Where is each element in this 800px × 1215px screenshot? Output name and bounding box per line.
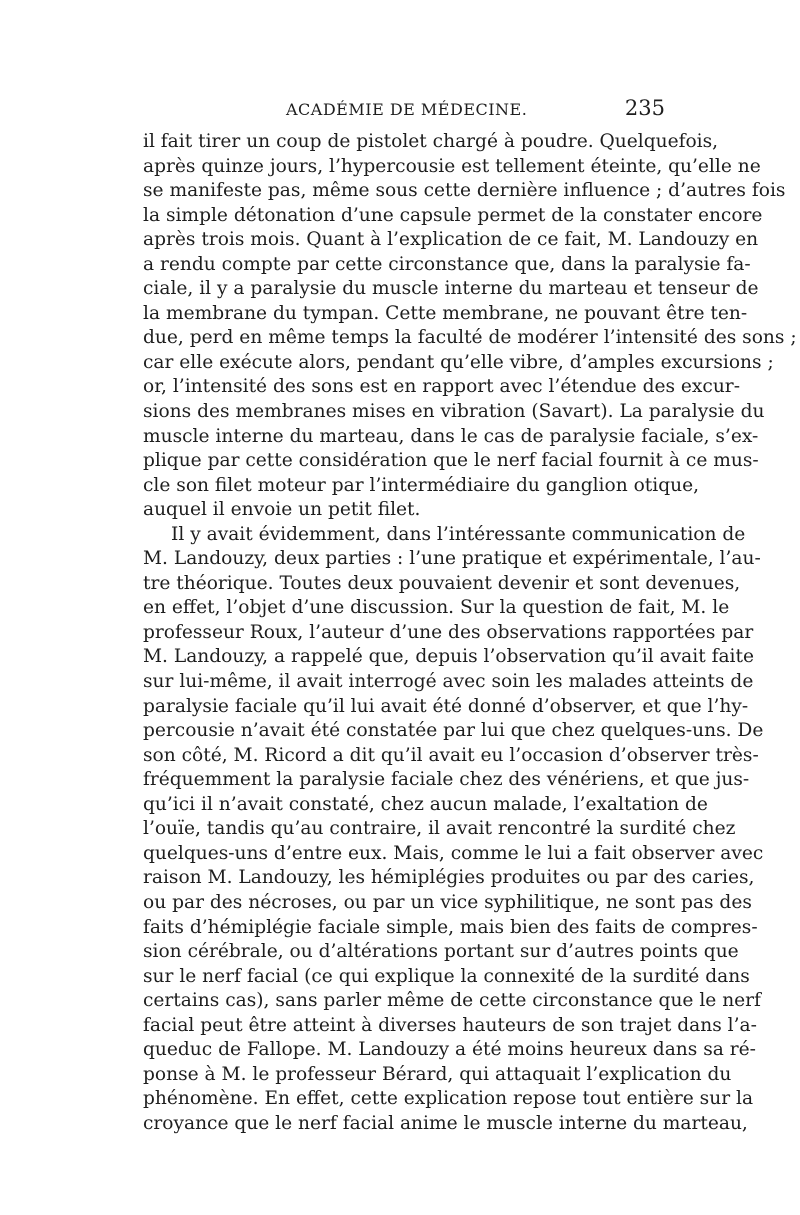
text-line: certains cas), sans parler même de cette circonstance que le nerf <box>143 990 761 1012</box>
text-line: sur lui-même, il avait interrogé avec soin les malades atteints de <box>143 671 754 693</box>
text-line: tre théorique. Toutes deux pouvaient devenir et sont devenues, <box>143 572 741 594</box>
text-line: faits d’hémiplégie faciale simple, mais bien des faits de compres- <box>143 916 758 938</box>
text-line: car elle exécute alors, pendant qu’elle vibre, d’amples excursions ; <box>143 351 774 373</box>
text-line: facial peut être atteint à diverses hauteurs de son trajet dans l’a- <box>143 1014 757 1036</box>
text-line: ou par des nécroses, ou par un vice syphilitique, ne sont pas des <box>143 891 752 913</box>
text-line: plique par cette considération que le nerf facial fournit à ce mus- <box>143 450 759 472</box>
text-line: raison M. Landouzy, les hémiplégies produites ou par des caries, <box>143 867 755 889</box>
text-line: cle son filet moteur par l’intermédiaire du ganglion otique, <box>143 474 699 496</box>
text-line: ciale, il y a paralysie du muscle interne du marteau et tenseur de <box>143 278 759 300</box>
page-number: 235 <box>624 96 665 120</box>
text-line: qu’ici il n’avait constaté, chez aucun malade, l’exaltation de <box>143 793 708 815</box>
book-page <box>143 96 797 1136</box>
running-head <box>143 96 665 130</box>
text-line: ponse à M. le professeur Bérard, qui attaquait l’explication du <box>143 1063 732 1085</box>
text-line: après quinze jours, l’hypercousie est tellement éteinte, qu’elle ne <box>143 155 761 177</box>
text-line: or, l’intensité des sons est en rapport avec l’étendue des excur- <box>143 376 740 398</box>
text-line: croyance que le nerf facial anime le muscle interne du marteau, <box>143 1112 748 1134</box>
text-line: sion cérébrale, ou d’altérations portant sur d’autres points que <box>143 941 739 963</box>
text-line: se manifeste pas, même sous cette dernière influence ; d’autres fois <box>143 180 786 202</box>
text-line: fréquemment la paralysie faciale chez des vénériens, et que jus- <box>143 769 750 791</box>
text-line: Il y avait évidemment, dans l’intéressante communication de <box>171 523 746 545</box>
text-line: quelques-uns d’entre eux. Mais, comme le lui a fait observer avec <box>143 842 764 864</box>
text-line: auquel il envoie un petit filet. <box>143 499 421 521</box>
text-line: paralysie faciale qu’il lui avait été donné d’observer, et que l’hy- <box>143 695 749 717</box>
text-line: son côté, M. Ricord a dit qu’il avait eu l’occasion d’observer très- <box>143 744 759 766</box>
text-line: queduc de Fallope. M. Landouzy a été moins heureux dans sa ré- <box>143 1039 756 1061</box>
text-line: sur le nerf facial (ce qui explique la connexité de la surdité dans <box>143 965 750 987</box>
text-line: M. Landouzy, a rappelé que, depuis l’observation qu’il avait faite <box>143 646 754 668</box>
text-line: due, perd en même temps la faculté de modérer l’intensité des sons ; <box>143 327 797 349</box>
text-line: muscle interne du marteau, dans le cas de paralysie faciale, s’ex- <box>143 425 759 447</box>
text-line: phénomène. En effet, cette explication repose tout entière sur la <box>143 1088 754 1110</box>
text-line: sions des membranes mises en vibration (Savart). La paralysie du <box>143 401 765 423</box>
text-line: M. Landouzy, deux parties : l’une pratique et expérimentale, l’au- <box>143 548 761 570</box>
text-body <box>143 130 797 1136</box>
text-line: a rendu compte par cette circonstance que, dans la paralysie fa- <box>143 253 751 275</box>
text-line: la membrane du tympan. Cette membrane, ne pouvant être ten- <box>143 302 748 324</box>
text-line: en effet, l’objet d’une discussion. Sur la question de fait, M. le <box>143 597 730 619</box>
text-line: professeur Roux, l’auteur d’une des observations rapportées par <box>143 621 754 643</box>
text-line: percousie n’avait été constatée par lui que chez quelques-uns. De <box>143 720 764 742</box>
running-title: ACADÉMIE DE MÉDECINE. <box>286 100 528 119</box>
text-line: après trois mois. Quant à l’explication de ce fait, M. Landouzy en <box>143 229 759 251</box>
text-line: il fait tirer un coup de pistolet chargé à poudre. Quelquefois, <box>143 131 719 152</box>
text-line: l’ouïe, tandis qu’au contraire, il avait rencontré la surdité chez <box>143 818 736 840</box>
text-line: la simple détonation d’une capsule permet de la constater encore <box>143 204 763 226</box>
